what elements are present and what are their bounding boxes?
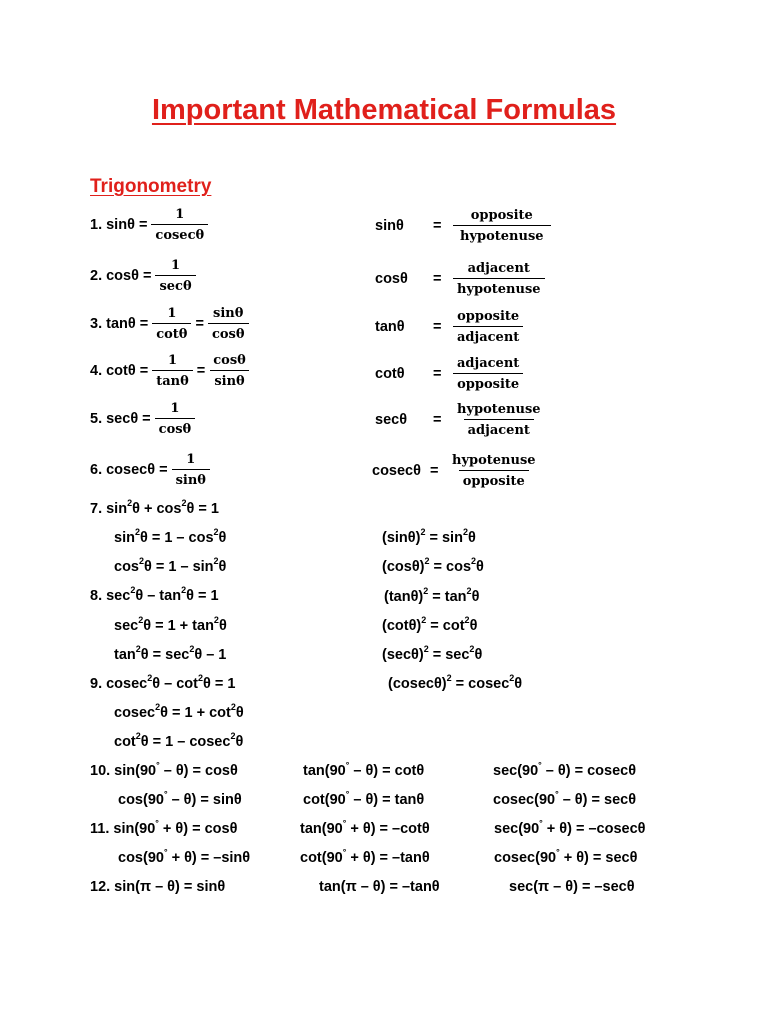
exponent: 2: [155, 702, 161, 713]
exponent: 2: [213, 556, 219, 567]
square-cos: [382, 558, 484, 576]
numerator: 1: [175, 207, 185, 222]
formula-4-fraction-2: [209, 353, 250, 389]
formula-text: θ: [474, 647, 483, 663]
formula-text: θ – cot: [152, 676, 198, 692]
formula-text: – θ) = cosθ: [159, 763, 238, 779]
formula-1: [90, 207, 212, 243]
formula-text: sec(90: [493, 763, 539, 779]
equals-sign: =: [433, 319, 442, 335]
formula-11-cot: [300, 849, 430, 867]
formula-10-tan: [303, 762, 424, 780]
formula-text: θ: [469, 618, 478, 634]
formula-text: – θ) = secθ: [558, 792, 637, 808]
formula-text: (tanθ): [384, 589, 424, 605]
formula-5-lhs: 5. secθ =: [90, 411, 151, 427]
exponent: 2: [230, 731, 236, 742]
denominator: cotθ: [152, 323, 191, 342]
formula-text: θ: [467, 530, 476, 546]
formula-2-lhs: 2. cosθ =: [90, 268, 152, 284]
formula-text: θ: [218, 530, 227, 546]
formula-text: θ = 1 – cos: [139, 530, 214, 546]
numerator: 1: [170, 401, 180, 416]
formula-8b: [114, 646, 226, 664]
formula-text: θ: [235, 705, 244, 721]
formula-text: = cos: [429, 559, 472, 575]
formula-text: + θ) = –tanθ: [346, 850, 430, 866]
ratio-function: cosθ: [375, 271, 408, 287]
formula-8: [90, 587, 219, 605]
ratio-function: cosecθ: [372, 463, 421, 479]
formula-text: tan(90: [303, 763, 346, 779]
formula-text: θ = 1: [203, 676, 236, 692]
formula-text: θ = 1 – sin: [144, 559, 214, 575]
ratio-fraction: [453, 402, 545, 438]
formula-4-lhs: 4. cotθ =: [90, 363, 149, 379]
formula-3-lhs: 3. tanθ =: [90, 316, 149, 332]
formula-text: cosec(90: [494, 850, 557, 866]
ratio-function: secθ: [375, 412, 408, 428]
formula-9a: [114, 704, 244, 722]
formula-7a: [114, 529, 226, 547]
degree-sign: °: [345, 760, 350, 771]
formula-3-fraction-1: [152, 306, 191, 342]
formula-text: 10. sin(90: [90, 763, 157, 779]
formula-4: [90, 353, 254, 389]
equals-sign: =: [196, 363, 206, 379]
denominator: sinθ: [210, 370, 248, 389]
formula-text: cos(90: [118, 792, 164, 808]
formula-text: θ: [218, 618, 227, 634]
denominator: cosθ: [208, 323, 249, 342]
ratio-fraction: [448, 453, 540, 489]
formula-text: cos(90: [118, 850, 164, 866]
exponent: 2: [471, 556, 477, 567]
ratio-sin: [375, 208, 555, 244]
formula-text: tan: [114, 647, 136, 663]
exponent: 2: [446, 673, 452, 684]
formula-10-sec: [493, 762, 636, 780]
degree-sign: °: [555, 789, 559, 800]
square-cosec: [388, 675, 522, 693]
section-heading-trigonometry: Trigonometry: [90, 176, 212, 197]
formula-7b: [114, 558, 226, 576]
exponent: 2: [127, 498, 133, 509]
exponent: 2: [509, 673, 515, 684]
formula-text: θ: [514, 676, 523, 692]
formula-text: tan(90: [300, 821, 343, 837]
numerator: cosθ: [213, 353, 246, 368]
formula-5-fraction: [155, 401, 196, 437]
formula-text: = sec: [428, 647, 470, 663]
formula-10-cot: [303, 791, 424, 809]
formula-text: 7. sin: [90, 501, 128, 517]
degree-sign: °: [156, 760, 160, 771]
formula-text: θ = sec: [140, 647, 190, 663]
denominator: secθ: [155, 275, 195, 294]
exponent: 2: [181, 498, 187, 509]
exponent: 2: [135, 731, 141, 742]
ratio-fraction: [453, 356, 523, 392]
formula-text: = tan: [428, 589, 467, 605]
formula-text: + θ) = –cosecθ: [542, 821, 646, 837]
formula-text: (cosθ): [382, 559, 425, 575]
formula-text: + θ) = cosθ: [158, 821, 238, 837]
formula-text: (cotθ): [382, 618, 422, 634]
formula-1-fraction: [151, 207, 208, 243]
formula-1-lhs: 1. sinθ =: [90, 217, 148, 233]
formula-text: θ = 1 – cosec: [140, 734, 231, 750]
formula-text: 11. sin(90: [90, 821, 156, 837]
formula-12-sin: 12. sin(π – θ) = sinθ: [90, 879, 226, 895]
equals-sign: =: [433, 271, 442, 287]
formula-text: cosec: [114, 705, 156, 721]
ratio-fraction: [453, 208, 551, 244]
formula-text: = cot: [426, 618, 465, 634]
formula-text: + θ) = –sinθ: [167, 850, 251, 866]
exponent: 2: [138, 615, 144, 626]
numerator: 1: [167, 353, 178, 368]
formula-text: sec: [114, 618, 139, 634]
numerator: hypotenuse: [457, 402, 541, 417]
formula-text: cot: [114, 734, 136, 750]
degree-sign: °: [556, 847, 560, 858]
exponent: 2: [134, 527, 140, 538]
exponent: 2: [189, 644, 195, 655]
formula-11-sec: [494, 820, 646, 838]
formula-3-fraction-2: [208, 306, 249, 342]
ratio-tan: [375, 309, 527, 345]
formula-10-sin: [90, 762, 238, 780]
degree-sign: °: [538, 760, 542, 771]
formula-text: – θ) = sinθ: [167, 792, 242, 808]
denominator: cosθ: [155, 418, 196, 437]
square-sec: [382, 646, 482, 664]
numerator: 1: [167, 306, 177, 321]
formula-5: [90, 401, 199, 437]
equals-sign: =: [433, 366, 442, 382]
equals-sign: =: [195, 316, 204, 332]
formula-2: [90, 258, 200, 294]
exponent: 2: [130, 585, 136, 596]
square-sin: [382, 529, 476, 547]
formula-text: (cosecθ): [388, 676, 447, 692]
degree-sign: °: [342, 847, 347, 858]
exponent: 2: [135, 644, 141, 655]
formula-6-fraction: [172, 452, 210, 488]
formula-6: [90, 452, 214, 488]
exponent: 2: [213, 615, 219, 626]
formula-text: θ: [235, 734, 244, 750]
formula-text: (sinθ): [382, 530, 421, 546]
formula-text: θ = 1: [186, 588, 219, 604]
formula-text: θ = 1 + tan: [143, 618, 214, 634]
exponent: 2: [139, 556, 145, 567]
formula-text: θ = 1 + cot: [160, 705, 231, 721]
ratio-cos: [375, 261, 549, 297]
formula-text: cot(90: [300, 850, 343, 866]
exponent: 2: [466, 586, 472, 597]
ratio-fraction: [453, 261, 545, 297]
exponent: 2: [420, 527, 426, 538]
ratio-cosec: [372, 453, 544, 489]
formula-text: = sin: [425, 530, 463, 546]
formula-text: θ = 1: [186, 501, 219, 517]
denominator: adjacent: [453, 326, 523, 345]
exponent: 2: [147, 673, 153, 684]
formula-7: [90, 500, 219, 518]
formula-11-tan: [300, 820, 430, 838]
denominator: tanθ: [152, 370, 193, 389]
formula-9b: [114, 733, 243, 751]
denominator: opposite: [453, 373, 523, 392]
formula-10-cosec: [493, 791, 636, 809]
formula-text: cot(90: [303, 792, 346, 808]
denominator: hypotenuse: [453, 225, 551, 244]
formula-text: + θ) = secθ: [559, 850, 638, 866]
exponent: 2: [197, 673, 203, 684]
formula-text: θ – 1: [194, 647, 227, 663]
formula-text: – θ) = tanθ: [349, 792, 425, 808]
formula-3: [90, 306, 253, 342]
ratio-function: sinθ: [375, 218, 404, 234]
ratio-cot: [375, 356, 527, 392]
degree-sign: °: [345, 789, 350, 800]
degree-sign: °: [163, 847, 168, 858]
denominator: adjacent: [464, 419, 534, 438]
denominator: hypotenuse: [453, 278, 545, 297]
formula-11-cosec: [494, 849, 637, 867]
formula-text: + θ) = –cotθ: [346, 821, 430, 837]
formula-10-cos: [118, 791, 242, 809]
ratio-fraction: [453, 309, 523, 345]
numerator: 1: [171, 258, 181, 273]
square-cot: [382, 617, 477, 635]
ratio-function: cotθ: [375, 366, 405, 382]
exponent: 2: [462, 527, 468, 538]
formula-text: θ: [218, 559, 227, 575]
formula-text: cos: [114, 559, 139, 575]
numerator: adjacent: [467, 261, 530, 276]
formula-2-fraction: [155, 258, 195, 294]
formula-text: θ – tan: [135, 588, 182, 604]
formula-6-lhs: 6. cosecθ =: [90, 462, 168, 478]
exponent: 2: [421, 615, 427, 626]
equals-sign: =: [433, 218, 442, 234]
formula-11-cos: [118, 849, 250, 867]
exponent: 2: [181, 585, 187, 596]
degree-sign: °: [342, 818, 347, 829]
exponent: 2: [213, 527, 219, 538]
numerator: 1: [186, 452, 196, 467]
formula-text: θ + cos: [132, 501, 182, 517]
formula-text: = cosec: [451, 676, 510, 692]
exponent: 2: [230, 702, 236, 713]
ratio-sec: [375, 402, 549, 438]
formula-text: θ: [476, 559, 484, 575]
formula-text: 9. cosec: [90, 676, 148, 692]
degree-sign: °: [539, 818, 543, 829]
formula-text: – θ) = cotθ: [349, 763, 425, 779]
exponent: 2: [464, 615, 470, 626]
exponent: 2: [423, 644, 429, 655]
formula-text: (secθ): [382, 647, 424, 663]
formula-text: cosec(90: [493, 792, 556, 808]
equals-sign: =: [430, 463, 439, 479]
denominator: cosecθ: [151, 224, 208, 243]
page-title: Important Mathematical Formulas: [151, 94, 617, 126]
formula-text: sec(90: [494, 821, 540, 837]
exponent: 2: [424, 556, 430, 567]
formula-4-fraction-1: [152, 353, 193, 389]
degree-sign: °: [155, 818, 159, 829]
numerator: opposite: [457, 309, 520, 324]
numerator: hypotenuse: [452, 453, 536, 468]
formula-text: 8. sec: [90, 588, 131, 604]
numerator: opposite: [470, 208, 533, 223]
degree-sign: °: [163, 789, 168, 800]
formula-11-sin: [90, 820, 237, 838]
formula-9: [90, 675, 235, 693]
formula-text: θ: [471, 589, 480, 605]
formula-12-sec: sec(π – θ) = –secθ: [509, 879, 635, 895]
denominator: sinθ: [172, 469, 210, 488]
formula-text: – θ) = cosecθ: [541, 763, 637, 779]
exponent: 2: [423, 586, 429, 597]
exponent: 2: [469, 644, 475, 655]
square-tan: [384, 588, 479, 606]
formula-12-tan: tan(π – θ) = –tanθ: [319, 879, 440, 895]
ratio-function: tanθ: [375, 319, 405, 335]
formula-8a: [114, 617, 227, 635]
equals-sign: =: [433, 412, 442, 428]
formula-text: sin: [114, 530, 135, 546]
numerator: sinθ: [213, 306, 244, 321]
numerator: adjacent: [457, 356, 520, 371]
denominator: opposite: [459, 470, 529, 489]
